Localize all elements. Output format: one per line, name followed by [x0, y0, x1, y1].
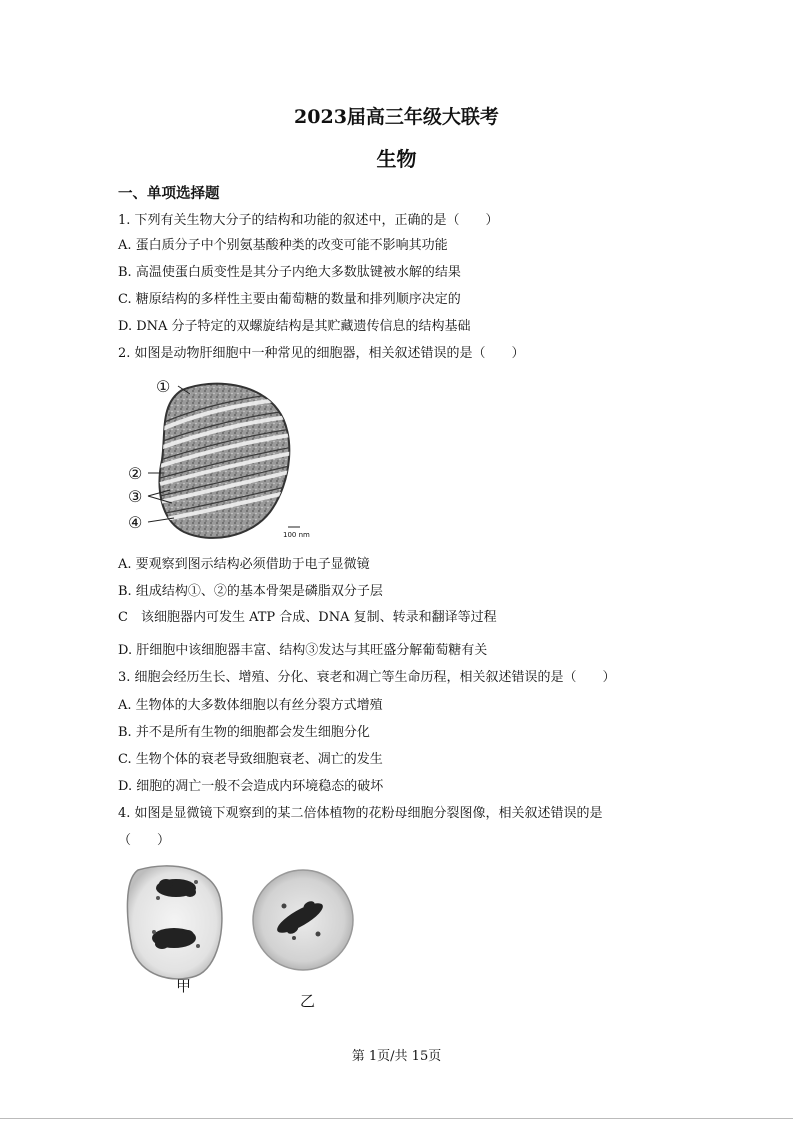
question-2-stem: 2. 如图是动物肝细胞中一种常见的细胞器，相关叙述错误的是（ ） [118, 346, 525, 361]
question-1-option-b: B. 高温使蛋白质变性是其分子内绝大多数肽键被水解的结果 [118, 265, 461, 280]
question-2-option-c: C 该细胞器内可发生 ATP 合成、DNA 复制、转录和翻译等过程 [118, 610, 497, 625]
question-2-option-a: A. 要观察到图示结构必须借助于电子显微镜 [118, 557, 370, 572]
figure-label-1: ① [156, 377, 171, 396]
mitochondrion-figure [120, 372, 320, 552]
question-1-option-a: A. 蛋白质分子中个别氨基酸种类的改变可能不影响其功能 [118, 238, 448, 253]
question-4-stem-cont: （ ） [118, 833, 171, 848]
question-4-stem: 4. 如图是显微镜下观察到的某二倍体植物的花粉母细胞分裂图像，相关叙述错误的是 [118, 806, 603, 821]
figure-label-jia: 甲 [176, 977, 192, 995]
question-3-option-a: A. 生物体的大多数体细胞以有丝分裂方式增殖 [118, 698, 383, 713]
question-3-stem: 3. 细胞会经历生长、增殖、分化、衰老和凋亡等生命历程，相关叙述错误的是（ ） [118, 670, 616, 685]
page-title: 2023届高三年级大联考 [294, 106, 499, 128]
question-1-option-c: C. 糖原结构的多样性主要由葡萄糖的数量和排列顺序决定的 [118, 292, 461, 307]
question-3-option-b: B. 并不是所有生物的细胞都会发生细胞分化 [118, 725, 370, 740]
figure-label-yi: 乙 [300, 992, 316, 1010]
page-footer: 第 1页/共 15页 [351, 1049, 442, 1064]
question-3-option-c: C. 生物个体的衰老导致细胞衰老、凋亡的发生 [118, 752, 383, 767]
figure-label-2: ② [128, 464, 143, 483]
question-1-stem: 1. 下列有关生物大分子的结构和功能的叙述中，正确的是（ ） [118, 213, 499, 228]
question-1-option-d: D. DNA 分子特定的双螺旋结构是其贮藏遗传信息的结构基础 [118, 319, 471, 334]
cell-division-figure [118, 858, 368, 1008]
figure-label-4: ④ [128, 513, 143, 532]
question-2-option-b: B. 组成结构①、②的基本骨架是磷脂双分子层 [118, 584, 383, 599]
question-2-option-d: D. 肝细胞中该细胞器丰富、结构③发达与其旺盛分解葡萄糖有关 [118, 643, 488, 658]
section-heading: 一、单项选择题 [118, 185, 220, 202]
scale-bar-label: 100 nm [283, 531, 310, 539]
figure-label-3: ③ [128, 487, 143, 506]
question-3-option-d: D. 细胞的凋亡一般不会造成内环境稳态的破坏 [118, 779, 384, 794]
subject-title: 生物 [376, 147, 417, 171]
page-bottom-rule [0, 1118, 793, 1119]
